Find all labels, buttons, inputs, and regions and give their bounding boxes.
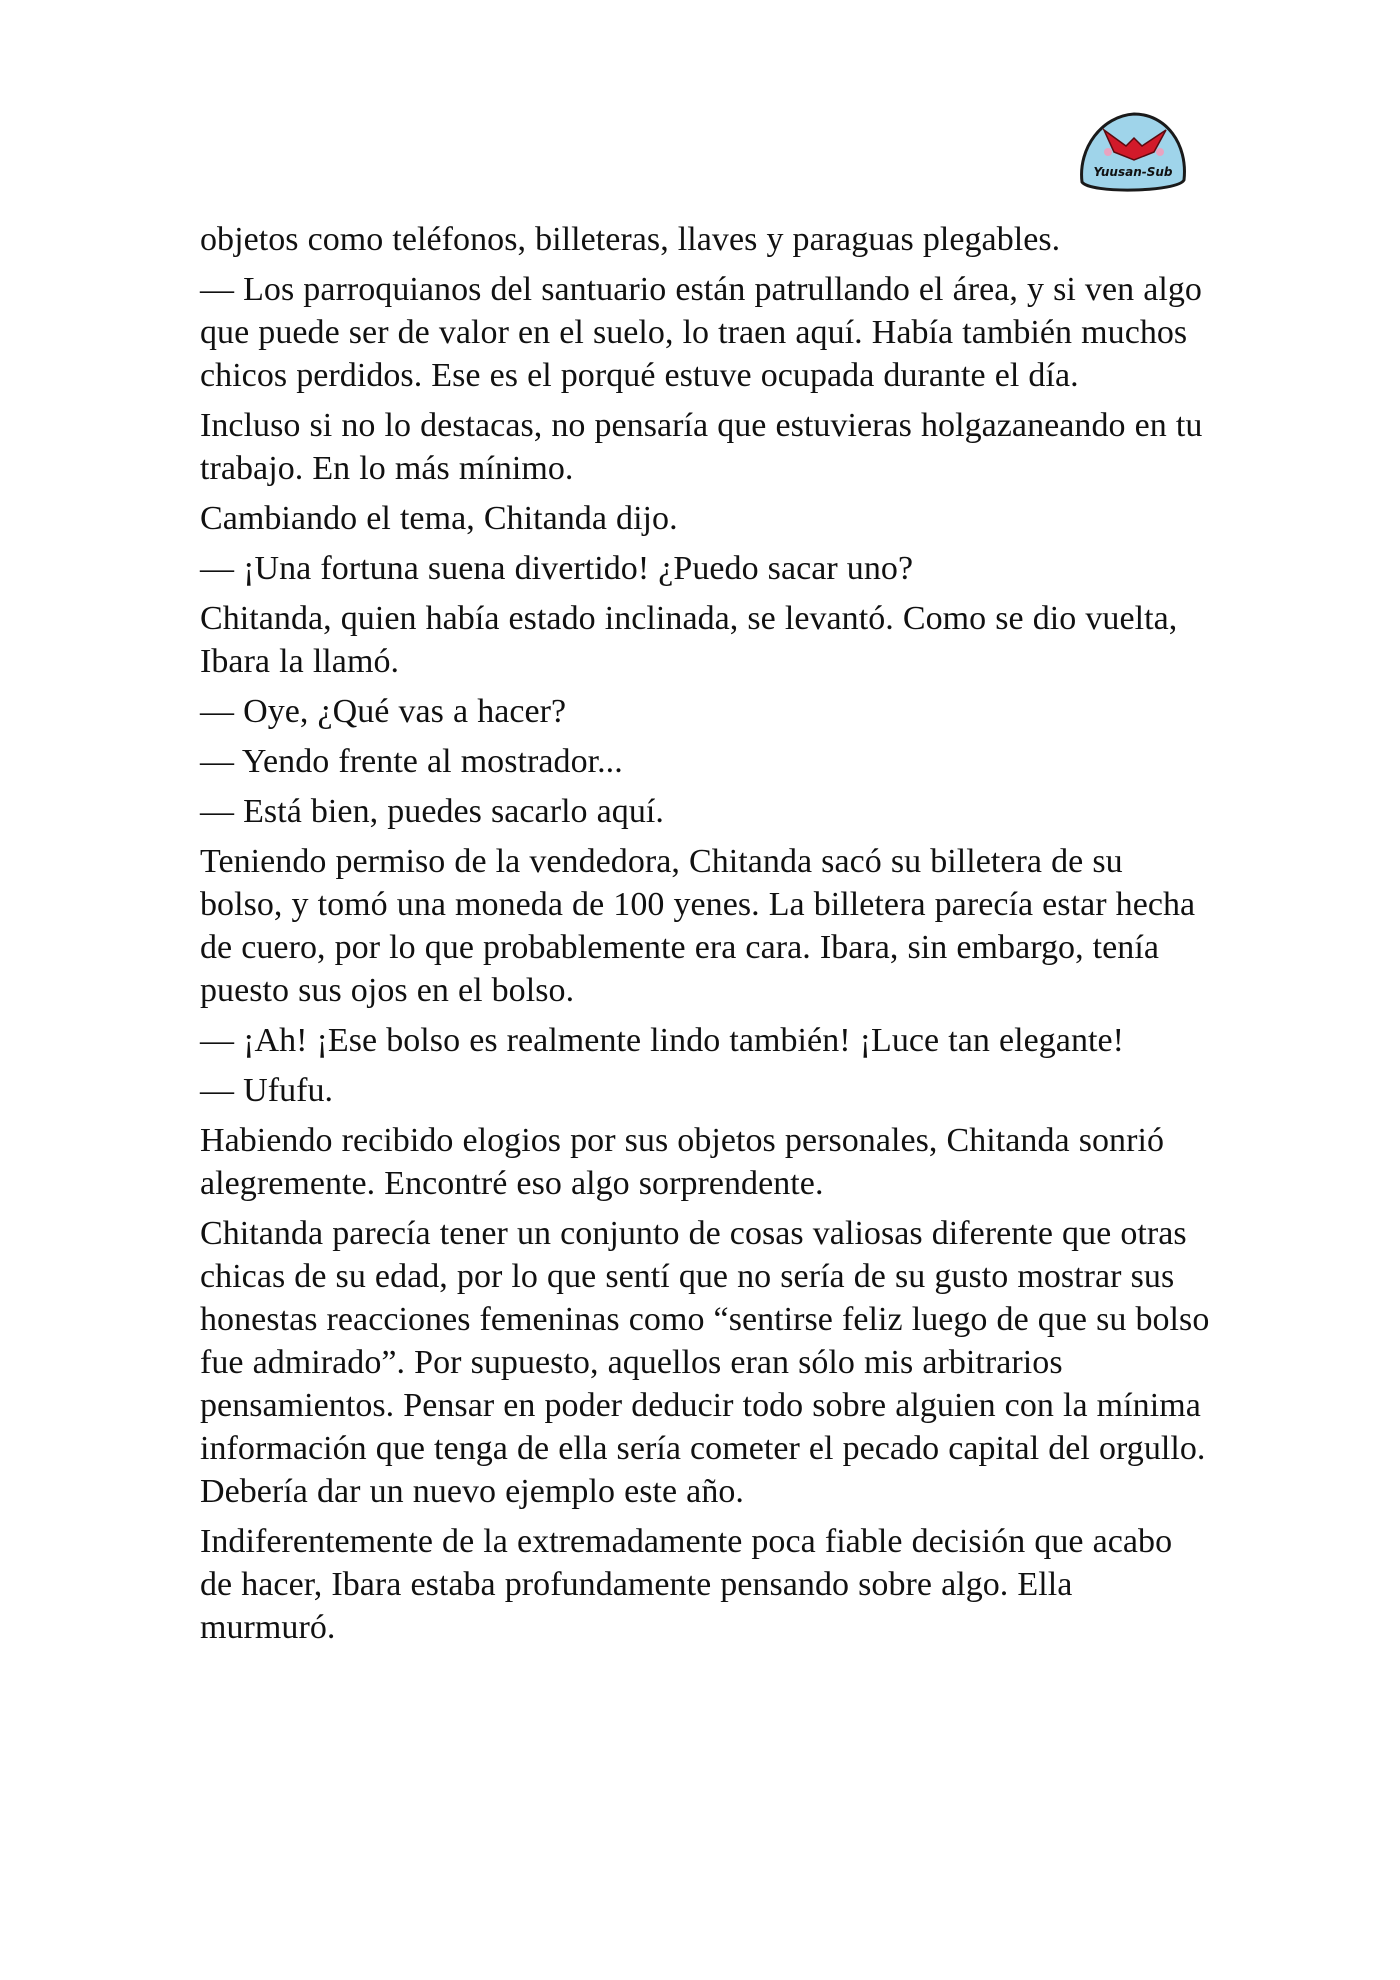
paragraph: — Yendo frente al mostrador... [200,743,623,780]
logo-text: Yuusan-Sub [1093,165,1173,179]
paragraph: Chitanda, quien había estado inclinada, se levantó. Como se dio vuelta, Ibara la llamó. [200,600,1178,680]
paragraph: Indiferentemente de la extremadamente poca fiable decisión que acabo de hacer, Ibara estaba profundamente pensando sobre algo. Ella murmuró. [200,1523,1173,1646]
body-text [200,218,1210,1656]
vampire-bat-icon [1074,108,1192,198]
paragraph: Teniendo permiso de la vendedora, Chitanda sacó su billetera de su bolso, y tomó una moneda de 100 yenes. La billetera parecía estar hecha de cuero, por lo que probablemente era cara. Ibara, sin embargo, tenía puesto sus ojos en el bolso. [200,843,1196,1009]
paragraph: — Los parroquianos del santuario están patrullando el área, y si ven algo que puede ser de valor en el suelo, lo traen aquí. Había también muchos chicos perdidos. Ese es el porqué estuve ocupada durante el día. [200,271,1202,394]
paragraph: — ¡Una fortuna suena divertido! ¿Puedo sacar uno? [200,550,914,587]
paragraph: Incluso si no lo destacas, no pensaría que estuvieras holgazaneando en tu trabajo. En lo más mínimo. [200,407,1203,487]
paragraph: Habiendo recibido elogios por sus objetos personales, Chitanda sonrió alegremente. Encontré eso algo sorprendente. [200,1122,1164,1202]
paragraph: — Oye, ¿Qué vas a hacer? [200,693,567,730]
scanlation-logo [1074,108,1192,198]
paragraph: Chitanda parecía tener un conjunto de cosas valiosas diferente que otras chicas de su edad, por lo que sentí que no sería de su gusto mostrar sus honestas reacciones femeninas como “sentirse feliz luego de que su bolso fue admirado”. Por supuesto, aquellos eran sólo mis arbitrarios pensamientos. Pensar en poder deducir todo sobre alguien con la mínima información que tenga de ella sería cometer el pecado capital del orgullo. Debería dar un nuevo ejemplo este año. [200,1215,1210,1510]
paragraph: — Está bien, puedes sacarlo aquí. [200,793,664,830]
paragraph: objetos como teléfonos, billeteras, llaves y paraguas plegables. [200,221,1061,258]
paragraph: — ¡Ah! ¡Ese bolso es realmente lindo también! ¡Luce tan elegante! [200,1022,1125,1059]
paragraph: Cambiando el tema, Chitanda dijo. [200,500,678,537]
paragraph: — Ufufu. [200,1072,334,1109]
